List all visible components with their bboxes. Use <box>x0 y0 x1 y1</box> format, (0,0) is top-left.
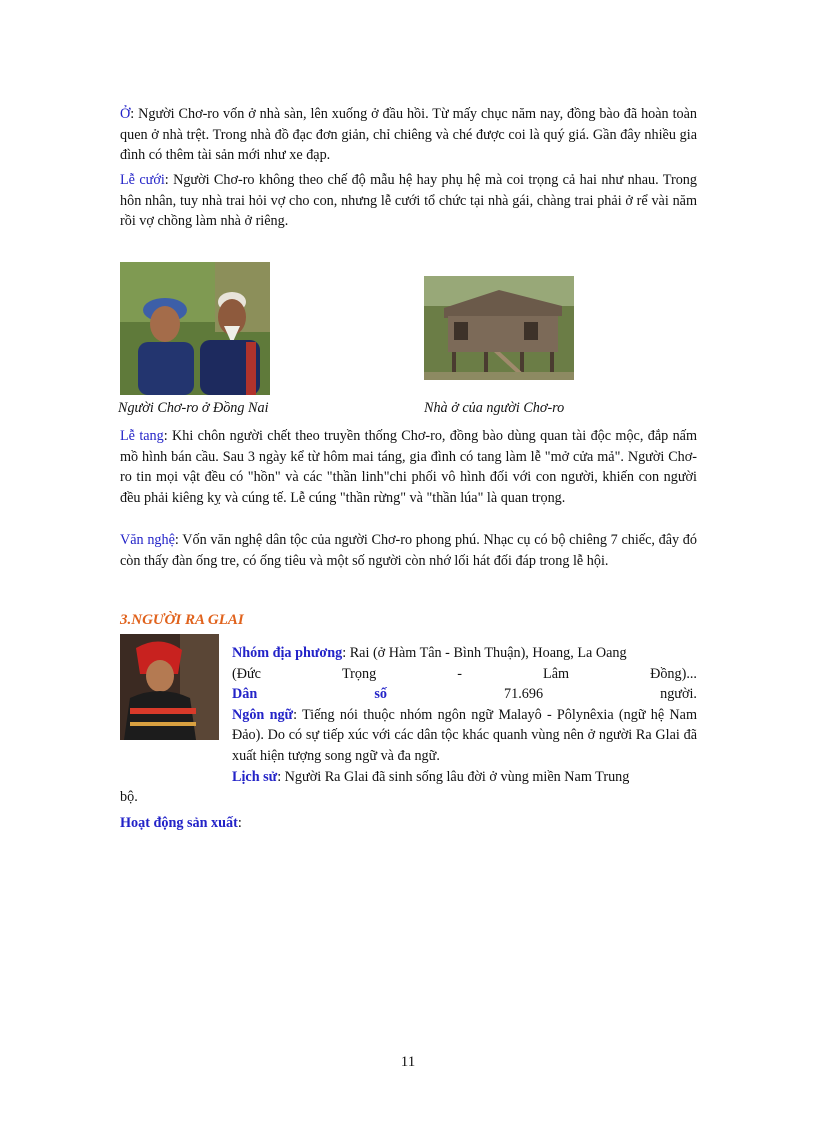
cho-ro-couple-image <box>120 262 270 395</box>
arts-text: : Vốn văn nghệ dân tộc của người Chơ-ro phong phú. Nhạc cụ có bộ chiêng 7 chiếc, đây đó còn thấy đàn ống tre, có ống tiêu và một số người còn nhớ lối hát đối đáp trong lễ hội. <box>120 532 697 569</box>
photo-cho-ro-couple <box>120 262 270 395</box>
local-groups-word: Trọng <box>342 665 377 682</box>
population-value: 71.696 <box>504 686 544 702</box>
section-heading-ra-glai: 3.NGƯỜI RA GLAI <box>120 612 244 628</box>
population-label-2: số <box>374 686 387 702</box>
funeral-text: : Khi chôn người chết theo truyền thống Chơ-ro, đồng bào dùng quan tài độc mộc, đắp nấm mồ hình bán cầu. Sau 3 ngày kể từ hôm mai táng, gia đình có tang làm lễ "mở cửa mả". Người Chơ-ro tin mọi vật đều có "hồn" và các "thần linh"chi phối vô hình đối với con người, khiến con người đều phải kiêng kỵ và cúng tế. Lễ cúng "thần rừng" và "thần lúa" là quan trọng. <box>120 428 697 506</box>
arts-label: Văn nghệ <box>120 532 175 548</box>
language-text: : Tiếng nói thuộc nhóm ngôn ngữ Malayô - Pôlynêxia (ngữ hệ Nam Đảo). Do có sự tiếp xúc với các dân tộc khác quanh vùng nên ở người Ra Glai đã xuất hiện tượng song ngữ và đa ngữ. <box>232 706 697 764</box>
local-groups-word: - <box>457 665 462 682</box>
photo-cho-ro-house <box>424 276 574 380</box>
population-unit: người. <box>660 686 697 702</box>
photo-ra-glai-portrait <box>120 634 219 740</box>
housing-label: Ở <box>120 106 131 122</box>
local-groups-word: (Đức <box>232 665 261 682</box>
population-label-1: Dân <box>232 686 258 702</box>
history-line2: bộ. <box>120 789 138 805</box>
housing-text: : Người Chơ-ro vốn ở nhà sàn, lên xuống ở đầu hồi. Từ mấy chục năm nay, đồng bào đã hoàn toàn quen ở nhà trệt. Trong nhà đồ đạc đơn giản, chỉ chiêng và ché được coi là quý giá. Gần đây nhiều gia đình có thêm tài sản mới như xe đạp. <box>120 106 697 163</box>
caption-photo1: Người Chơ-ro ở Đồng Nai <box>118 400 269 416</box>
language-label: Ngôn ngữ <box>232 706 294 723</box>
local-groups-line2 <box>232 664 697 685</box>
cho-ro-house-image <box>424 276 574 380</box>
ra-glai-portrait-image <box>120 634 219 740</box>
local-groups-word: Lâm <box>543 665 570 682</box>
local-groups-word: Đồng)... <box>650 665 697 682</box>
wedding-label: Lễ cưới <box>120 172 165 188</box>
caption-photo2: Nhà ở của người Chơ-ro <box>424 400 565 416</box>
housing-paragraph <box>120 104 697 166</box>
local-groups-line1 <box>232 643 697 664</box>
page-number: 11 <box>400 1054 416 1070</box>
language-paragraph <box>232 705 697 767</box>
local-groups-block <box>232 643 697 766</box>
production-label: Hoạt động sản xuất <box>120 815 238 831</box>
local-groups-text: : Rai (ở Hàm Tân - Bình Thuận), Hoang, La Oang <box>342 645 627 661</box>
funeral-paragraph <box>120 426 697 508</box>
population-line <box>232 684 697 705</box>
production-colon: : <box>237 815 242 831</box>
arts-paragraph <box>120 530 697 571</box>
production-heading <box>120 813 242 834</box>
wedding-text: : Người Chơ-ro không theo chế độ mẫu hệ hay phụ hệ mà coi trọng cả hai như nhau. Trong hôn nhân, tuy nhà trai hỏi vợ cho con, nhưng lễ cưới tổ chức tại nhà gái, chàng trai phải ở rể vài năm rồi vợ chồng làm nhà ở riêng. <box>120 172 697 229</box>
history-text-1: : Người Ra Glai đã sinh sống lâu đời ở vùng miền Nam Trung <box>277 769 630 785</box>
wedding-paragraph <box>120 170 697 232</box>
local-groups-label: Nhóm địa phương <box>232 645 343 661</box>
funeral-label: Lễ tang <box>120 428 164 444</box>
history-label: Lịch sử <box>232 769 278 785</box>
history-line1 <box>232 767 629 788</box>
